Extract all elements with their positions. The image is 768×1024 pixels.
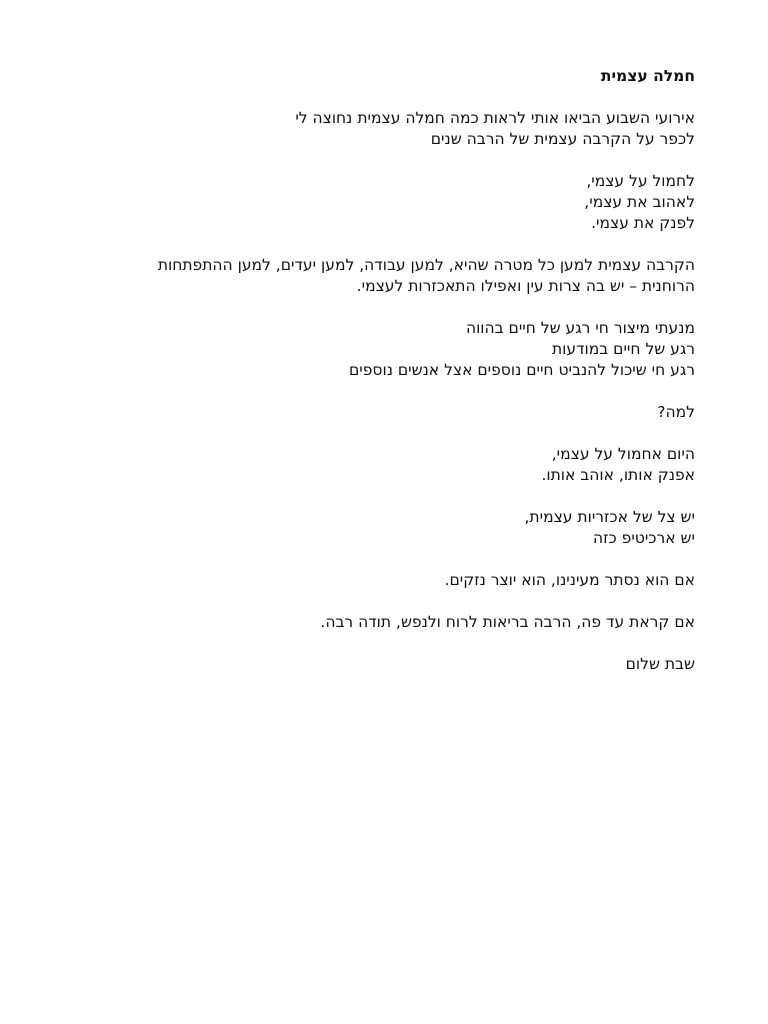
page-title: חמלה עצמית [600, 67, 695, 85]
paragraph [55, 507, 695, 549]
text-line: מנעתי מיצור חי רגע של חיים בהווה [465, 319, 695, 337]
paragraph-list [55, 108, 695, 675]
paragraph [55, 255, 695, 297]
paragraph [55, 171, 695, 234]
text-line: אפנק אותו, אוהב אותו. [541, 466, 695, 484]
text-line: היום אחמול על עצמי, [551, 445, 695, 463]
text-line: לאהוב את עצמי, [584, 193, 695, 211]
text-line: הקרבה עצמית למען כל מטרה שהיא, למען עבודה, למען יעדים, למען ההתפתחות [157, 256, 695, 274]
text-line: לחמול על עצמי, [586, 172, 695, 190]
text-line: אירועי השבוע הביאו אותי לראות כמה חמלה עצמית נחוצה לי [295, 109, 695, 127]
text-line: למה? [657, 403, 695, 421]
paragraph [55, 612, 695, 633]
text-line: לפנק את עצמי. [591, 214, 695, 232]
text-line: שבת שלום [625, 655, 695, 673]
paragraph [55, 108, 695, 150]
text-line: אם הוא נסתר מעינינו, הוא יוצר נזקים. [444, 571, 695, 589]
document-body [55, 66, 695, 696]
paragraph [55, 654, 695, 675]
text-line: רגע חי שיכול להנביט חיים נוספים אצל אנשים נוספים [349, 361, 695, 379]
text-line: יש ארכיטיפ כזה [593, 529, 695, 547]
text-line: הרוחנית – יש בה צרות עין ואפילו התאכזרות לעצמי. [356, 277, 695, 295]
paragraph [55, 444, 695, 486]
text-line: אם קראת עד פה, הרבה בריאות לרוח ולנפש, תודה רבה. [320, 613, 695, 631]
text-line: יש צל של אכזריות עצמית, [524, 508, 695, 526]
text-line: רגע של חיים במודעות [551, 340, 695, 358]
paragraph [55, 570, 695, 591]
paragraph [55, 402, 695, 423]
paragraph [55, 318, 695, 381]
text-line: לכפר על הקרבה עצמית של הרבה שנים [430, 130, 695, 148]
